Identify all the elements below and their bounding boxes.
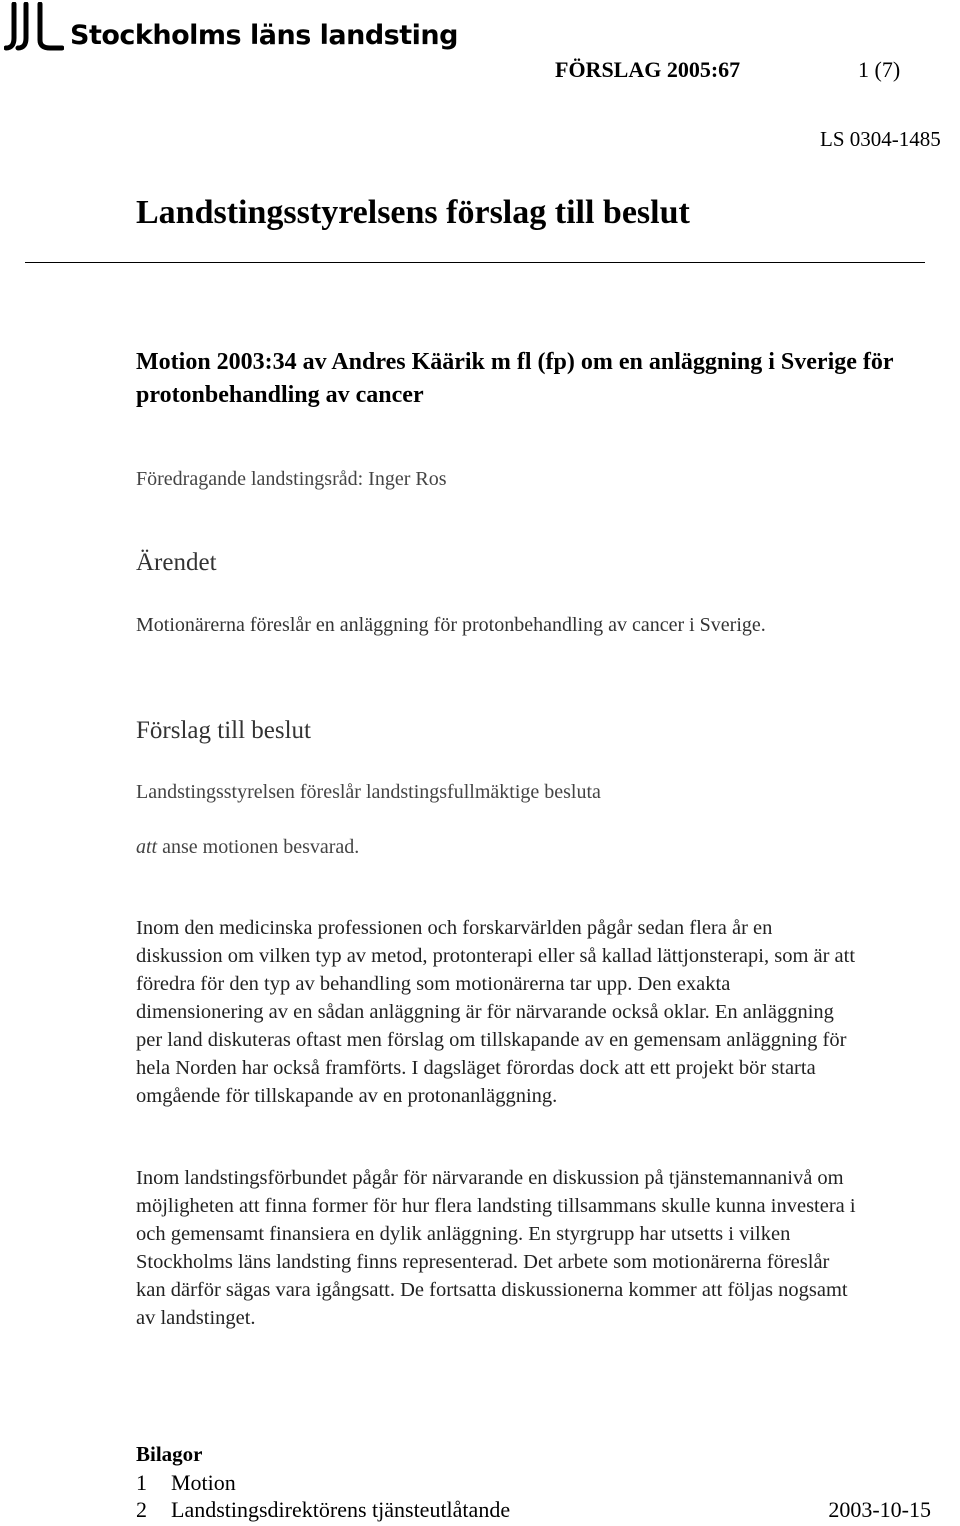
forslag-text: Landstingsstyrelsen föreslår landstingsfullmäktige besluta bbox=[136, 781, 601, 803]
page-title: Landstingsstyrelsens förslag till beslut bbox=[136, 194, 690, 231]
section-heading-forslag: Förslag till beslut bbox=[136, 717, 311, 744]
decision-line bbox=[136, 836, 359, 859]
attachment-label: Landstingsdirektörens tjänsteutlåtande bbox=[171, 1497, 511, 1522]
logo-icon bbox=[4, 2, 64, 54]
arende-text: Motionärerna föreslår en anläggning för protonbehandling av cancer i Sverige. bbox=[136, 614, 766, 636]
att-word: att bbox=[136, 836, 158, 858]
body-paragraph: Inom den medicinska professionen och forskarvärlden pågår sedan flera år en diskussion om vilken typ av metod, protonterapi eller så kallad lättjonsterapi, som är att föredra för den typ av behandling som motionärerna tar upp. Den exakta dimensionering av en sådan anläggning är för närvarande också oklar. En anläggning per land diskuteras oftast men förslag om tillskapande av en gemensam anläggning för hela Norden har också framförts. I dagsläget förordas dock att ett projekt bör starta omgående för tillskapande av en protonanläggning. bbox=[136, 917, 856, 1107]
attachment-date: 2003-10-15 bbox=[828, 1497, 931, 1522]
motion-title: Motion 2003:34 av Andres Käärik m fl (fp) om en anläggning i Sverige för protonbehandling av cancer bbox=[136, 349, 894, 408]
section-heading-arende: Ärendet bbox=[136, 549, 217, 576]
page-number: 1 (7) bbox=[858, 57, 901, 82]
title-divider bbox=[25, 262, 925, 263]
attachment-item bbox=[136, 1497, 931, 1523]
attachment-number: 1 bbox=[136, 1470, 147, 1495]
org-name: Stockholms läns landsting bbox=[70, 20, 458, 51]
attachment-number: 2 bbox=[136, 1497, 147, 1522]
attachments-heading: Bilagor bbox=[136, 1442, 203, 1466]
attachment-label: Motion bbox=[171, 1470, 236, 1495]
body-paragraph: Inom landstingsförbundet pågår för närvarande en diskussion på tjänstemannanivå om möjligheten att finna former för hur flera landsting tillsammans skulle kunna investera i och gemensamt finansiera en dylik anläggning. En styrgrupp har utsetts i vilken Stockholms läns landsting finns representerad. Det arbete som motionärerna föreslår kan därför sägas vara igångsatt. De fortsatta diskussionerna kommer att följas nogsamt av landstinget. bbox=[136, 1167, 856, 1329]
attachment-item bbox=[136, 1470, 931, 1496]
decision-text: anse motionen besvarad. bbox=[162, 836, 360, 858]
rapporteur: Föredragande landstingsråd: Inger Ros bbox=[136, 468, 447, 490]
document-number: FÖRSLAG 2005:67 bbox=[555, 57, 741, 82]
ls-number: LS 0304-1485 bbox=[820, 127, 941, 151]
